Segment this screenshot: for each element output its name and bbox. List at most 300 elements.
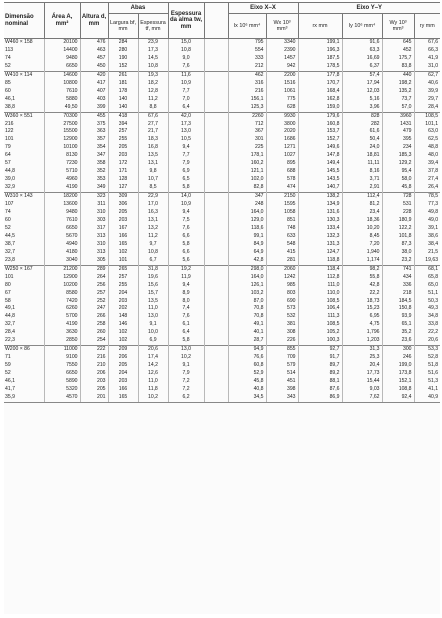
table-cell: 153,7	[298, 128, 342, 136]
table-cell: 29,7	[414, 96, 440, 104]
table-row	[4, 209, 440, 217]
table-cell: 93,9	[382, 313, 414, 321]
table-cell: 130,3	[298, 217, 342, 225]
table-cell: 172	[108, 160, 138, 168]
spacer-cell	[204, 378, 228, 386]
table-cell: 4,75	[342, 321, 382, 329]
table-cell: 173,8	[382, 370, 414, 378]
table-cell: 49,1	[5, 305, 15, 312]
table-cell: 7550	[44, 362, 80, 370]
table-cell: W460 × 158	[5, 39, 33, 45]
table-cell: 7,20	[342, 241, 382, 249]
table-cell: 113	[5, 46, 14, 53]
table-cell: 38,0	[382, 249, 414, 257]
table-cell: 175,7	[382, 55, 414, 63]
table-cell: 61,6	[342, 128, 382, 136]
table-cell: 19,63	[414, 257, 440, 265]
table-cell: 20,6	[138, 346, 168, 354]
table-cell: 265	[108, 265, 138, 273]
spacer-cell	[204, 249, 228, 257]
table-cell: 70,8	[228, 313, 266, 321]
spacer-cell	[204, 71, 228, 79]
table-cell: 209	[108, 346, 138, 354]
table-cell: 118,6	[228, 225, 266, 233]
col-header-iy: Iy 10⁶ mm⁴	[342, 14, 382, 39]
table-cell: 135,2	[382, 88, 414, 96]
table-cell: 57,4	[342, 71, 382, 79]
table-cell: 305	[80, 257, 108, 265]
table-cell: 257	[108, 274, 138, 282]
table-cell: 48,8	[414, 144, 440, 152]
table-cell: 573	[266, 305, 298, 313]
table-cell: 89,7	[298, 362, 342, 370]
table-cell: 1027	[266, 152, 298, 160]
table-cell: 688	[266, 168, 298, 176]
table-cell: 451	[266, 378, 298, 386]
table-cell: 5670	[44, 233, 80, 241]
table-cell: 170,7	[298, 80, 342, 88]
table-cell: 347	[80, 152, 108, 160]
table-cell: 358	[80, 160, 108, 168]
table-cell: 246	[382, 354, 414, 362]
table-cell: 3040	[44, 257, 80, 265]
table-row	[4, 121, 440, 129]
spacer-cell	[204, 88, 228, 96]
table-cell: 19,6	[138, 274, 168, 282]
table-cell: 38,7	[5, 240, 15, 247]
table-cell: 352	[80, 168, 108, 176]
table-cell: 204	[108, 290, 138, 298]
table-cell: 110,0	[298, 290, 342, 298]
table-cell: 775	[266, 96, 298, 104]
table-cell: 202	[108, 305, 138, 313]
table-cell: 66,3	[414, 47, 440, 55]
table-cell: 532	[266, 313, 298, 321]
table-cell: 10,8	[138, 63, 168, 71]
table-cell: 394	[108, 121, 138, 129]
table-cell: 795	[228, 39, 266, 47]
table-cell: 108,5	[414, 112, 440, 120]
table-cell: 21,5	[414, 249, 440, 257]
table-cell: 462	[228, 71, 266, 79]
table-cell: 226	[266, 337, 298, 345]
table-cell: 146	[108, 321, 138, 329]
table-cell: 100,3	[298, 337, 342, 345]
table-row	[4, 88, 440, 96]
table-row	[4, 128, 440, 136]
spacer-cell	[204, 305, 228, 313]
spacer-cell	[204, 96, 228, 104]
table-cell: 162,8	[298, 96, 342, 104]
table-cell: 40,8	[228, 386, 266, 394]
table-cell: 165	[108, 241, 138, 249]
table-cell: 148	[108, 313, 138, 321]
table-cell: 101	[5, 273, 14, 280]
table-row	[4, 249, 440, 257]
table-cell: 6,4	[168, 104, 204, 112]
table-cell: W360 × 551	[4, 112, 44, 120]
table-cell: 190	[108, 55, 138, 63]
table-cell: 628	[266, 104, 298, 112]
spacer-cell	[204, 274, 228, 282]
table-cell: 353	[80, 176, 108, 184]
table-cell: 68,1	[414, 265, 440, 273]
table-cell: 218	[382, 290, 414, 298]
table-cell: 42,8	[228, 257, 266, 265]
table-cell: 205	[108, 362, 138, 370]
table-cell: 261	[108, 71, 138, 79]
table-cell: 187,5	[298, 55, 342, 63]
table-cell: 313	[80, 233, 108, 241]
table-cell: 6,4	[168, 329, 204, 337]
col-header-espessura: Espessura tf, mm	[138, 14, 168, 39]
table-cell: 1,796	[342, 329, 382, 337]
table-cell: 49,0	[414, 217, 440, 225]
table-cell: 166	[108, 233, 138, 241]
table-cell: 128	[108, 176, 138, 184]
table-cell: 49,50	[44, 104, 80, 112]
table-cell: 118,8	[298, 257, 342, 265]
table-cell: 203	[108, 298, 138, 306]
table-cell: 18,36	[342, 217, 382, 225]
table-cell: 6,95	[342, 313, 382, 321]
table-cell: 10,8	[138, 249, 168, 257]
table-cell: 106,4	[298, 305, 342, 313]
table-cell: 247	[80, 305, 108, 313]
table-cell: 6650	[44, 225, 80, 233]
table-cell: 44,5	[5, 232, 15, 239]
table-cell: 8,0	[168, 298, 204, 306]
table-cell: 11,0	[138, 305, 168, 313]
table-cell: 222	[80, 346, 108, 354]
table-cell: 3,71	[342, 176, 382, 184]
table-cell: 178,5	[298, 63, 342, 71]
table-cell: 203	[108, 152, 138, 160]
table-cell: 6650	[44, 63, 80, 71]
table-cell: 34,5	[228, 394, 266, 402]
table-cell: 103,2	[228, 290, 266, 298]
spacer-cell	[204, 176, 228, 184]
table-cell: 44,8	[5, 168, 15, 175]
table-cell: 94,9	[228, 346, 266, 354]
table-cell: 26,4	[414, 184, 440, 192]
table-cell: 7,0	[168, 96, 204, 104]
spacer-cell	[204, 370, 228, 378]
table-cell: 99,1	[228, 233, 266, 241]
table-cell: 87,3	[382, 241, 414, 249]
table-cell: 1431	[382, 121, 414, 129]
table-row	[4, 176, 440, 184]
table-cell: 6,9	[138, 337, 168, 345]
table-cell: 102,0	[228, 176, 266, 184]
table-cell: 167	[108, 225, 138, 233]
spacer-cell	[204, 394, 228, 402]
table-cell: 10,9	[168, 201, 204, 209]
table-cell: 102	[108, 337, 138, 345]
col-header-rx: rx mm	[298, 14, 342, 39]
table-cell: 20,4	[342, 362, 382, 370]
table-cell: 9,4	[168, 144, 204, 152]
table-cell: 6,7	[138, 257, 168, 265]
table-cell: 35,9	[4, 394, 44, 402]
table-cell: W200 × 86	[4, 346, 44, 354]
spacer-cell	[204, 152, 228, 160]
table-cell: 11,2	[138, 233, 168, 241]
table-cell: 125,3	[228, 104, 266, 112]
table-cell: 51,8	[414, 362, 440, 370]
table-cell: 41,1	[414, 386, 440, 394]
table-cell: 39,4	[414, 160, 440, 168]
table-cell: 38,8	[5, 103, 15, 110]
table-cell: 248	[228, 201, 266, 209]
table-cell: 74	[5, 54, 11, 61]
table-cell: 22,2	[414, 329, 440, 337]
table-cell: 77,3	[414, 201, 440, 209]
spacer-cell	[204, 354, 228, 362]
table-cell: 514	[266, 370, 298, 378]
table-row	[4, 96, 440, 104]
table-cell: 548	[266, 241, 298, 249]
table-cell: 18,81	[342, 152, 382, 160]
table-cell: 160,8	[298, 121, 342, 129]
table-cell: 59	[5, 362, 11, 369]
table-cell: 70300	[44, 112, 80, 120]
table-cell: 5,8	[168, 184, 204, 192]
table-cell: 282	[342, 121, 382, 129]
table-cell: 10,0	[138, 329, 168, 337]
table-cell: 333	[228, 55, 266, 63]
table-cell: 16,3	[138, 209, 168, 217]
table-cell: 20100	[44, 39, 80, 47]
table-cell: 8,5	[138, 184, 168, 192]
table-cell: 64,9	[228, 249, 266, 257]
table-cell: 179,6	[298, 112, 342, 120]
table-cell: 4190	[44, 321, 80, 329]
spacer-cell	[204, 104, 228, 112]
spacer-cell	[204, 160, 228, 168]
table-cell: 4190	[44, 184, 80, 192]
table-cell: 323	[80, 193, 108, 201]
table-cell: 803	[266, 290, 298, 298]
table-cell: 168,4	[298, 88, 342, 96]
table-cell: 73,7	[382, 96, 414, 104]
table-cell: 131,3	[298, 241, 342, 249]
table-cell: 5,6	[168, 257, 204, 265]
table-cell: 11,2	[138, 96, 168, 104]
table-cell: 52,8	[414, 354, 440, 362]
table-cell: W410 × 114	[4, 71, 44, 79]
spacer-cell	[204, 128, 228, 136]
table-cell: 9,1	[168, 362, 204, 370]
table-cell: 82,8	[228, 184, 266, 192]
table-cell: 5,8	[168, 241, 204, 249]
table-cell: 2390	[266, 47, 298, 55]
table-cell: 2150	[266, 193, 298, 201]
table-cell: 457	[80, 55, 108, 63]
table-cell: 164,0	[228, 209, 266, 217]
table-cell: 7610	[44, 88, 80, 96]
spacer-cell	[204, 362, 228, 370]
table-cell: 62,5	[414, 136, 440, 144]
table-cell: 201	[80, 394, 108, 402]
table-cell: 252	[80, 298, 108, 306]
table-cell: 11,6	[168, 71, 204, 79]
table-cell: 91,6	[342, 39, 382, 47]
table-cell: 363	[80, 128, 108, 136]
table-row	[4, 112, 440, 120]
table-cell: 347	[228, 193, 266, 201]
table-cell: 452	[382, 47, 414, 55]
table-cell: 52,9	[228, 370, 266, 378]
table-cell: 101	[108, 257, 138, 265]
table-cell: 4180	[44, 249, 80, 257]
table-cell: 15,0	[168, 39, 204, 47]
table-row	[4, 47, 440, 55]
table-cell: 1595	[266, 201, 298, 209]
spacer-cell	[204, 112, 228, 120]
table-cell: 1271	[266, 144, 298, 152]
table-cell: 62,7	[414, 71, 440, 79]
group-header-eixo-y: Eixo Y–Y	[298, 3, 440, 14]
spacer-cell	[204, 144, 228, 152]
table-cell: 13,1	[138, 160, 168, 168]
col-header-ix: Ix 10⁶ mm⁴	[228, 14, 266, 39]
table-row	[4, 71, 440, 79]
table-cell: 212	[228, 63, 266, 71]
table-cell: 7610	[44, 217, 80, 225]
table-cell: 216	[5, 120, 14, 127]
table-cell: 15,23	[342, 305, 382, 313]
table-row	[4, 282, 440, 290]
table-cell: 64	[5, 152, 11, 159]
table-cell: 89,2	[298, 370, 342, 378]
table-cell: 8,45	[342, 233, 382, 241]
table-row	[4, 274, 440, 282]
table-cell: 74	[5, 209, 11, 216]
table-cell: 53,3	[414, 346, 440, 354]
table-row	[4, 160, 440, 168]
table-cell: 9,03	[342, 386, 382, 394]
table-cell: 12,03	[342, 88, 382, 96]
table-cell: 554	[228, 47, 266, 55]
table-cell: 284	[108, 39, 138, 47]
table-cell: 23,6	[382, 337, 414, 345]
table-cell: 49,3	[414, 305, 440, 313]
table-cell: 15,6	[138, 282, 168, 290]
table-row	[4, 386, 440, 394]
spacer-cell	[204, 265, 228, 273]
table-cell: 310	[80, 241, 108, 249]
table-cell: 2,91	[342, 184, 382, 192]
table-cell: 33,8	[414, 321, 440, 329]
table-cell: 52	[5, 62, 11, 69]
table-cell: 9480	[44, 209, 80, 217]
table-cell: 44,8	[5, 313, 15, 320]
table-cell: 143,5	[298, 176, 342, 184]
table-cell: 420	[80, 71, 108, 79]
table-cell: 19,2	[168, 265, 204, 273]
table-cell: 112,8	[298, 274, 342, 282]
table-row	[4, 168, 440, 176]
table-cell: 3,96	[342, 104, 382, 112]
table-cell: 203	[108, 217, 138, 225]
table-cell: 22,3	[5, 337, 15, 344]
table-row	[4, 152, 440, 160]
table-cell: 205	[80, 386, 108, 394]
table-cell: 6,6	[168, 249, 204, 257]
table-cell: 264	[80, 274, 108, 282]
table-cell: 5320	[44, 386, 80, 394]
table-cell: 138,2	[298, 193, 342, 201]
table-cell: 851	[266, 217, 298, 225]
table-cell: 4940	[44, 241, 80, 249]
table-row	[4, 370, 440, 378]
table-cell: 150,8	[382, 305, 414, 313]
table-cell: 199,1	[298, 39, 342, 47]
table-cell: 303	[80, 217, 108, 225]
table-cell: 27,4	[414, 176, 440, 184]
table-cell: 140,7	[298, 184, 342, 192]
table-cell: 111,0	[298, 282, 342, 290]
table-cell: 41,9	[414, 55, 440, 63]
table-cell: 985	[266, 282, 298, 290]
table-cell: 407	[80, 88, 108, 96]
table-cell: 86,9	[298, 394, 342, 402]
table-cell: 3630	[44, 329, 80, 337]
steel-profile-table-page	[4, 2, 440, 614]
table-row	[4, 63, 440, 71]
table-cell: 395	[382, 136, 414, 144]
table-cell: 37,8	[414, 168, 440, 176]
table-cell: 67,6	[414, 39, 440, 47]
table-cell: 311	[80, 201, 108, 209]
table-cell: 13,5	[138, 152, 168, 160]
table-cell: 15500	[44, 128, 80, 136]
table-cell: 11000	[44, 346, 80, 354]
table-row	[4, 241, 440, 249]
table-cell: 105,2	[298, 329, 342, 337]
table-cell: 1,940	[342, 249, 382, 257]
table-cell: 121,1	[228, 168, 266, 176]
table-cell: 35,2	[382, 329, 414, 337]
table-cell: 18,73	[342, 298, 382, 306]
table-cell: 67	[5, 289, 11, 296]
table-cell: 8,8	[138, 104, 168, 112]
table-cell: 12900	[44, 274, 80, 282]
spacer-cell	[204, 39, 228, 47]
table-cell: 51,1	[414, 290, 440, 298]
table-cell: 17,4	[138, 354, 168, 362]
table-cell: 199,0	[382, 362, 414, 370]
table-cell: 476	[80, 39, 108, 47]
table-cell: 92,4	[382, 394, 414, 402]
table-row	[4, 346, 440, 354]
table-cell: 6,2	[168, 394, 204, 402]
table-cell: 41,7	[5, 385, 15, 392]
table-cell: 13,5	[138, 298, 168, 306]
table-cell: 159,0	[298, 104, 342, 112]
table-row	[4, 298, 440, 306]
table-cell: 6,37	[342, 63, 382, 71]
spacer-cell	[204, 298, 228, 306]
table-cell: 343	[266, 394, 298, 402]
table-row	[4, 305, 440, 313]
table-cell: 254	[80, 337, 108, 345]
table-cell: 46,1	[5, 95, 15, 102]
table-cell: 748	[266, 225, 298, 233]
table-cell: 79	[5, 144, 11, 151]
table-cell: 10,8	[168, 47, 204, 55]
